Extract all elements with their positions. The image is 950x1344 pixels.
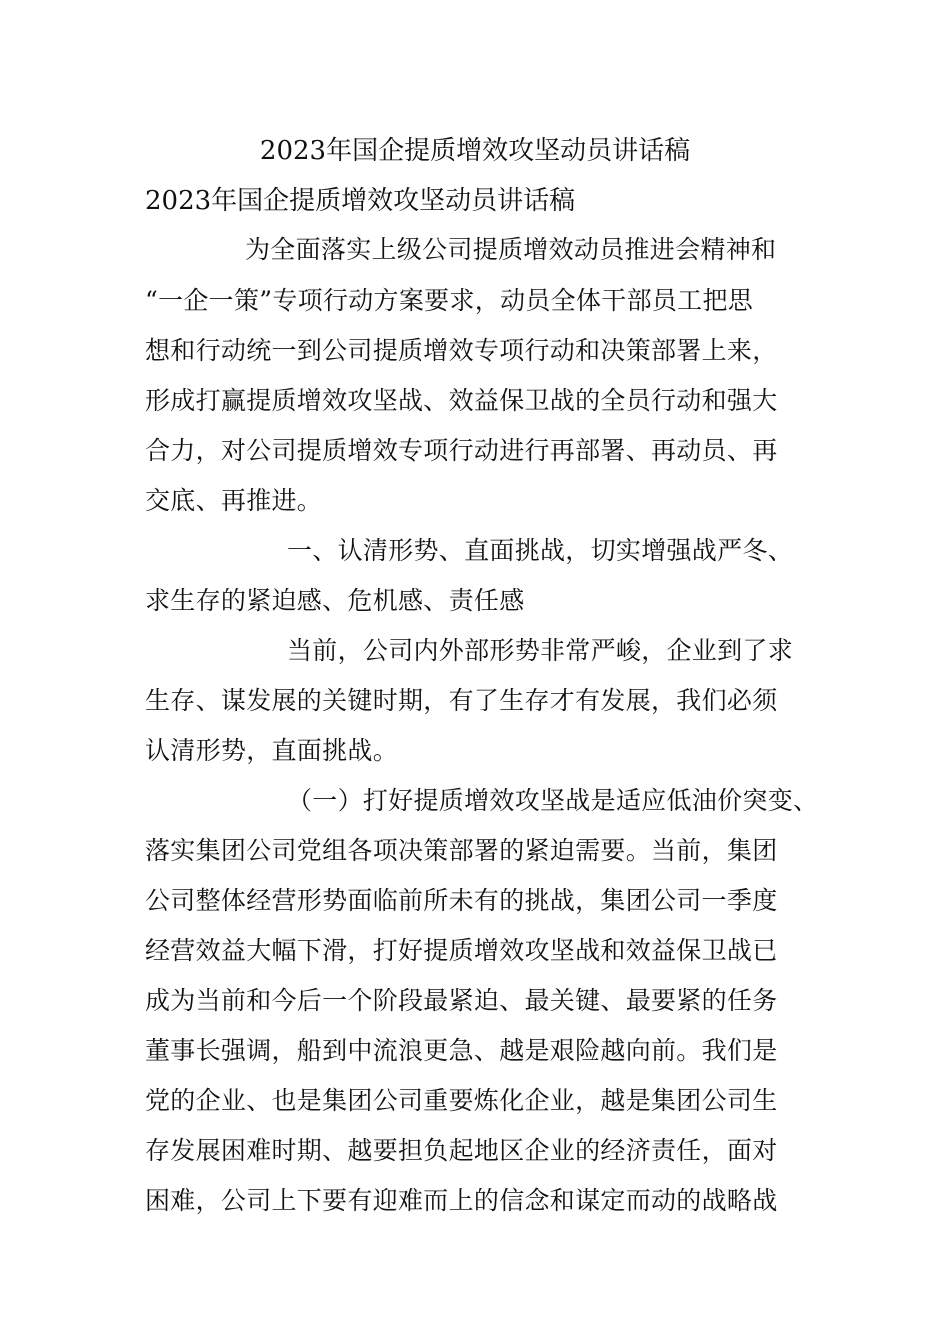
section-heading-line: 一、认清形势、直面挑战，切实增强战严冬、 [287,536,794,565]
paragraph-line: 形成打赢提质增效攻坚战、效益保卫战的全员行动和强大 [145,386,778,415]
paragraph-line: 落实集团公司党组各项决策部署的紧迫需要。当前，集团 [145,836,778,865]
document-subtitle: 2023年国企提质增效攻坚动员讲话稿 [145,186,576,216]
paragraph-line: 公司整体经营形势面临前所未有的挑战，集团公司一季度 [145,886,778,915]
paragraph-line: 存发展困难时期、越要担负起地区企业的经济责任，面对 [145,1136,778,1165]
paragraph-line: 困难，公司上下要有迎难而上的信念和谋定而动的战略战 [145,1186,778,1215]
paragraph-line: 交底、再推进。 [145,486,323,515]
paragraph-line: 成为当前和今后一个阶段最紧迫、最关键、最要紧的任务 [145,986,778,1015]
paragraph-line: “一企一策”专项行动方案要求，动员全体干部员工把思 [145,286,754,315]
paragraph-line: 生存、谋发展的关键时期，有了生存才有发展，我们必须 [145,686,778,715]
paragraph-line: 合力，对公司提质增效专项行动进行再部署、再动员、再 [145,436,778,465]
paragraph-line: 经营效益大幅下滑，打好提质增效攻坚战和效益保卫战已 [145,936,778,965]
document-title: 2023年国企提质增效攻坚动员讲话稿 [259,136,691,166]
paragraph-line: 董事长强调，船到中流浪更急、越是艰险越向前。我们是 [145,1036,778,1065]
section-heading-line: 求生存的紧迫感、危机感、责任感 [145,586,525,615]
paragraph-line: （一）打好提质增效攻坚战是适应低油价突变、 [287,786,819,815]
paragraph-line: 想和行动统一到公司提质增效专项行动和决策部署上来， [145,336,778,365]
paragraph-line: 当前，公司内外部形势非常严峻，企业到了求 [287,636,794,665]
paragraph-line: 认清形势，直面挑战。 [145,736,399,765]
paragraph-line: 为全面落实上级公司提质增效动员推进会精神和 [245,235,777,264]
paragraph-line: 党的企业、也是集团公司重要炼化企业，越是集团公司生 [145,1086,778,1115]
